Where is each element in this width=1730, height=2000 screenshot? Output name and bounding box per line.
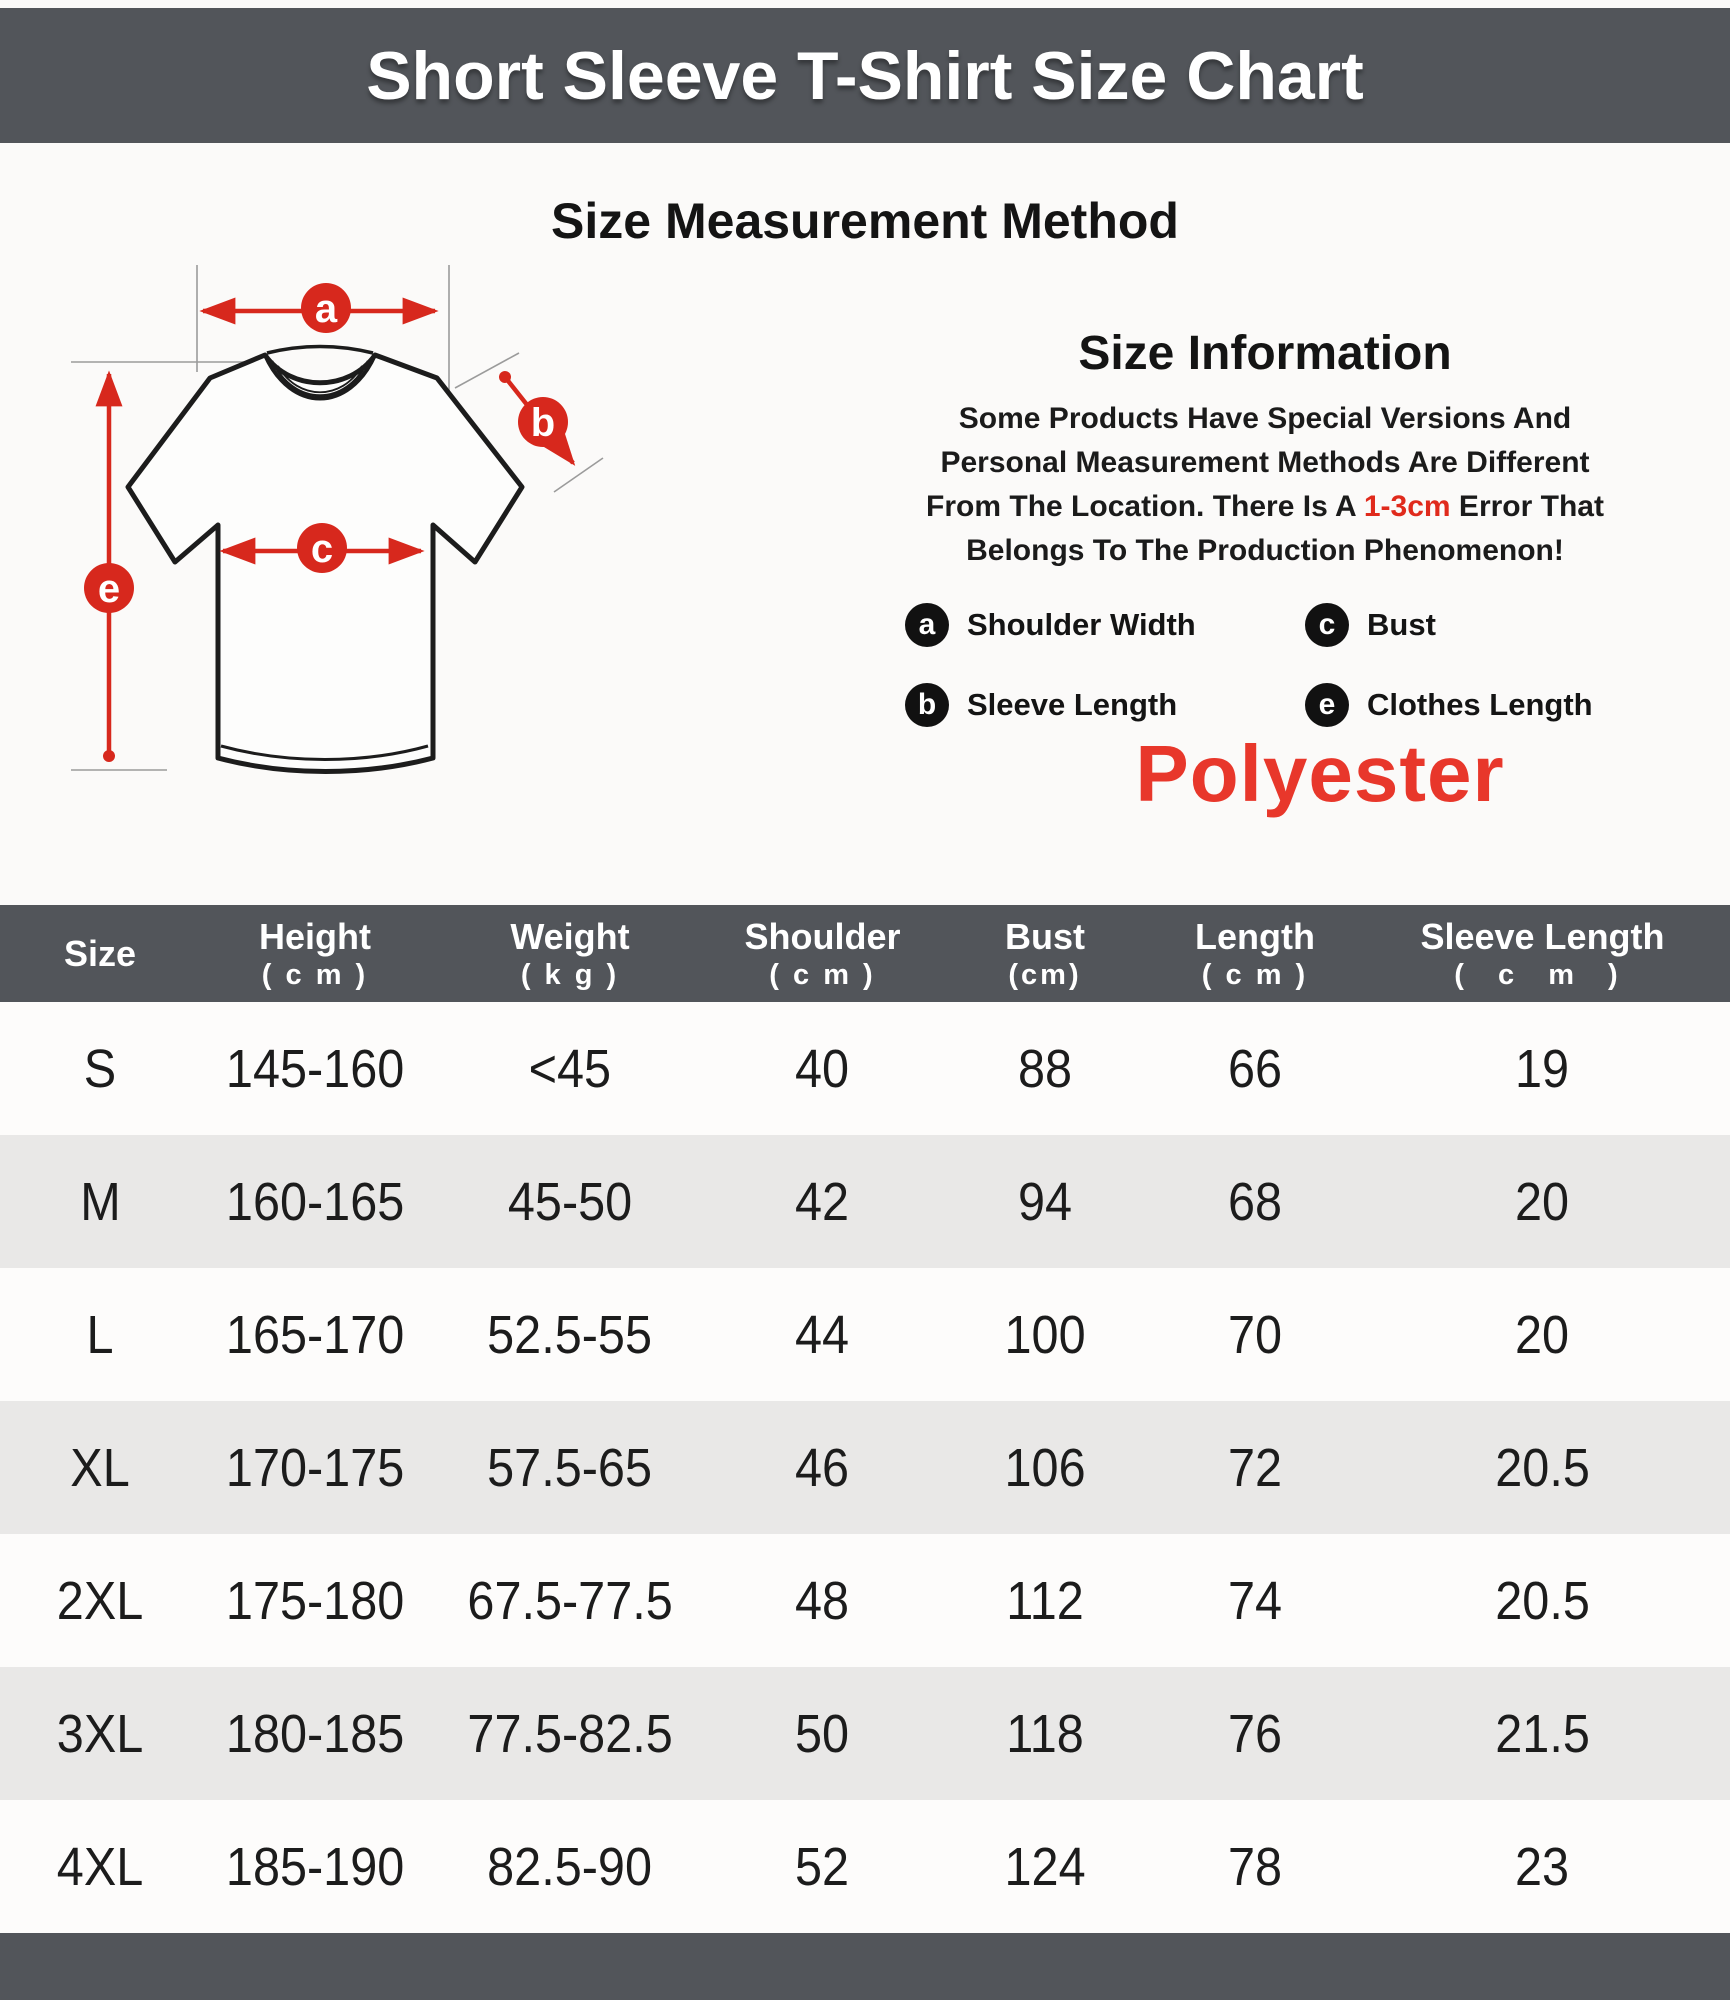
cell-length: 70 (1227, 1304, 1283, 1365)
cell-size: 3XL (56, 1703, 144, 1764)
info-line-3-post: Error That (1450, 490, 1604, 523)
cell-weight: 77.5-82.5 (467, 1703, 673, 1764)
arrow-b-dot (499, 371, 511, 383)
cell-length: 72 (1227, 1437, 1283, 1498)
cell-size: L (86, 1304, 114, 1365)
cell-length: 68 (1227, 1171, 1283, 1232)
cell-bust: 106 (1004, 1437, 1086, 1498)
legend-bullet-e: e (1305, 683, 1349, 727)
cell-sleeve-length: 21.5 (1495, 1703, 1590, 1764)
arrow-e-dot (103, 750, 115, 762)
cell-shoulder: 40 (795, 1038, 850, 1099)
cell-size: 4XL (56, 1836, 144, 1897)
cell-sleeve-length: 20 (1515, 1304, 1570, 1365)
cell-size: M (79, 1171, 121, 1232)
legend-item-clothes-length (1305, 683, 1630, 727)
header-cell-shoulder: Shoulder ( c m ) (744, 915, 901, 991)
cell-sleeve-length: 19 (1515, 1038, 1570, 1099)
header-cell-sleeve-length: Sleeve Length ( c m ) (1420, 915, 1665, 991)
cell-bust: 94 (1017, 1171, 1073, 1232)
table-row-m (0, 1135, 1730, 1268)
size-table-body (0, 1002, 1730, 1933)
legend-label: Shoulder Width (967, 607, 1196, 642)
cell-sleeve-length: 20 (1515, 1171, 1570, 1232)
cell-weight: <45 (528, 1038, 612, 1099)
cell-height: 165-170 (225, 1304, 405, 1365)
tshirt-diagram-svg (35, 190, 700, 810)
cell-height: 145-160 (225, 1038, 405, 1099)
badge-c: c (310, 527, 334, 571)
header-cell-weight: Weight ( k g ) (510, 915, 630, 991)
material-label: Polyester (1135, 729, 1505, 818)
table-row-l (0, 1268, 1730, 1401)
cell-bust: 88 (1017, 1038, 1073, 1099)
tshirt-measurement-diagram (35, 190, 700, 810)
cell-length: 76 (1227, 1703, 1283, 1764)
size-information-heading: Size Information (1078, 327, 1452, 380)
cell-weight: 57.5-65 (487, 1437, 653, 1498)
cell-size: 2XL (56, 1570, 144, 1631)
info-line-2: Personal Measurement Methods Are Different (940, 446, 1590, 479)
cell-weight: 82.5-90 (487, 1836, 653, 1897)
cell-bust: 118 (1006, 1703, 1084, 1764)
cell-sleeve-length: 20.5 (1495, 1437, 1590, 1498)
legend-item-bust (1305, 603, 1630, 647)
legend-item-shoulder-width (905, 603, 1305, 647)
badge-e: e (97, 567, 121, 611)
cell-length: 66 (1227, 1038, 1283, 1099)
badge-b: b (530, 401, 556, 445)
cell-bust: 124 (1004, 1836, 1086, 1897)
cell-length: 78 (1227, 1836, 1283, 1897)
info-line-3-error-value: 1-3cm (1363, 490, 1451, 523)
cell-size: XL (70, 1437, 130, 1498)
cell-weight: 45-50 (507, 1171, 633, 1232)
info-line-1: Some Products Have Special Versions And (958, 402, 1572, 435)
cell-shoulder: 52 (795, 1836, 850, 1897)
info-line-3 (900, 485, 1630, 529)
cell-sleeve-length: 23 (1515, 1836, 1570, 1897)
table-row-3xl (0, 1667, 1730, 1800)
size-table-header (0, 905, 1730, 1002)
cell-height: 170-175 (225, 1437, 405, 1498)
title-banner (0, 8, 1730, 143)
header-cell-size: Size (63, 932, 137, 974)
table-row-s (0, 1002, 1730, 1135)
cell-size: S (83, 1038, 117, 1099)
table-row-xl (0, 1401, 1730, 1534)
size-table (0, 905, 1730, 1933)
header-cell-bust: Bust (cm) (1005, 915, 1085, 991)
footer-bar (0, 1933, 1730, 2000)
cell-height: 180-185 (225, 1703, 405, 1764)
legend-label: Bust (1367, 607, 1436, 642)
legend-item-sleeve-length (905, 683, 1305, 727)
info-line-4: Belongs To The Production Phenomenon! (966, 534, 1564, 567)
legend-label: Sleeve Length (967, 687, 1178, 722)
cell-weight: 67.5-77.5 (467, 1570, 673, 1631)
cell-shoulder: 44 (795, 1304, 850, 1365)
cell-shoulder: 50 (795, 1703, 850, 1764)
cell-shoulder: 42 (795, 1171, 850, 1232)
cell-height: 185-190 (225, 1836, 405, 1897)
legend-label: Clothes Length (1367, 687, 1593, 722)
cell-shoulder: 46 (795, 1437, 850, 1498)
cell-length: 74 (1227, 1570, 1283, 1631)
legend-bullet-a: a (905, 603, 949, 647)
cell-height: 160-165 (225, 1171, 405, 1232)
cell-bust: 100 (1004, 1304, 1086, 1365)
page-title: Short Sleeve T-Shirt Size Chart (366, 37, 1364, 114)
header-cell-height: Height ( c m ) (259, 915, 371, 991)
info-line-3-pre: From The Location. There Is A (926, 490, 1364, 523)
measurement-legend (905, 603, 1630, 727)
cell-height: 175-180 (225, 1570, 405, 1631)
cell-weight: 52.5-55 (487, 1304, 653, 1365)
size-information-text (900, 397, 1630, 573)
badge-a: a (314, 287, 338, 331)
legend-bullet-c: c (1305, 603, 1349, 647)
table-row-4xl (0, 1800, 1730, 1933)
cell-shoulder: 48 (795, 1570, 850, 1631)
size-information-section (900, 326, 1630, 727)
header-cell-length: Length ( c m ) (1195, 915, 1315, 991)
legend-bullet-b: b (905, 683, 949, 727)
cell-bust: 112 (1006, 1570, 1084, 1631)
measurement-method-heading: Size Measurement Method (551, 193, 1179, 249)
cell-sleeve-length: 20.5 (1495, 1570, 1590, 1631)
table-row-2xl (0, 1534, 1730, 1667)
